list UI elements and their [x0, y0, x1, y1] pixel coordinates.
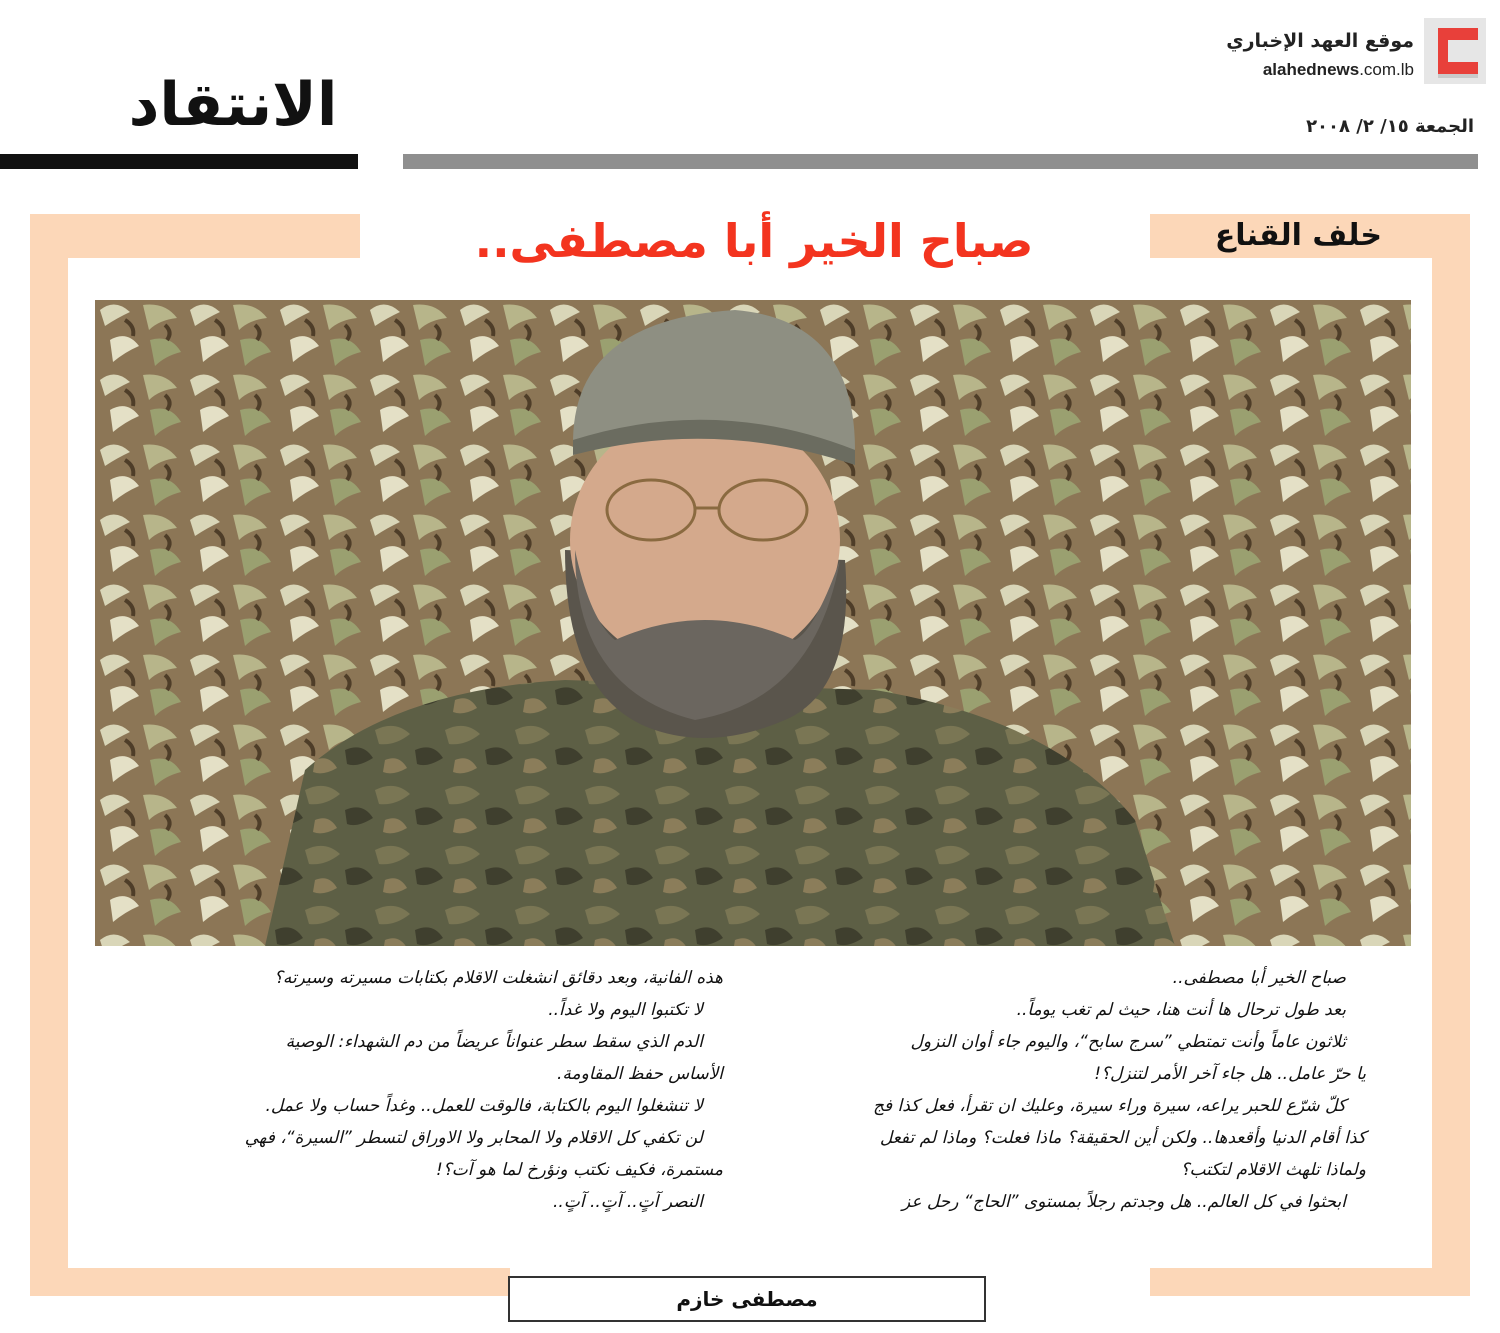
- paragraph: صباح الخير أبا مصطفى..: [1172, 968, 1346, 988]
- article-column-left: [100, 962, 723, 1218]
- paragraph: ولماذا تلهث الاقلام لتكتب؟: [1180, 1160, 1366, 1180]
- publication-date: الجمعة ١٥/ ٢/ ٢٠٠٨: [1306, 116, 1474, 137]
- paragraph: الأساس حفظ المقاومة.: [557, 1064, 723, 1084]
- article-headline: صباح الخير أبا مصطفى..: [392, 206, 1116, 276]
- article-photo: [95, 300, 1411, 946]
- paragraph: هذه الفانية، وبعد دقائق انشغلت الاقلام بكتابات مسيرته وسيرته؟: [273, 968, 723, 988]
- header-rule: [403, 154, 1478, 169]
- paragraph: بعد طول ترحال ها أنت هنا، حيث لم تغب يوماً..: [1016, 1000, 1346, 1020]
- paragraph: كلّ شرّع للحبر يراعه، سيرة وراء سيرة، وعليك ان تقرأ، فعل كذا فج: [872, 1096, 1346, 1116]
- masthead-logo: الانتقاد: [128, 70, 338, 140]
- paragraph: يا حرّ عامل.. هل جاء آخر الأمر لتنزل؟!: [1094, 1064, 1366, 1084]
- paragraph: الدم الذي سقط سطر عنواناً عريضاً من دم الشهداء: الوصية: [285, 1032, 703, 1052]
- site-url-domain: alahednews: [1262, 60, 1360, 79]
- site-name: موقع العهد الإخباري: [1226, 30, 1414, 52]
- site-url-tld: .com.lb: [1359, 60, 1414, 79]
- alahed-logo-icon: [1424, 18, 1486, 84]
- paragraph: مستمرة، فكيف نكتب ونؤرخ لما هو آت؟!: [435, 1160, 723, 1180]
- frame-bottom-right: [1150, 1268, 1470, 1296]
- frame-right-border: [1432, 214, 1470, 1296]
- paragraph: ابحثوا في كل العالم.. هل وجدتم رجلاً بمستوى ”الحاج“ رحل عز: [901, 1192, 1346, 1212]
- author-byline: مصطفى خازم: [508, 1276, 986, 1322]
- paragraph: لا تكتبوا اليوم ولا غداً..: [548, 1000, 703, 1020]
- masthead-rule: [0, 154, 358, 169]
- paragraph: لا تنشغلوا اليوم بالكتابة، فالوقت للعمل.. وغداً حساب ولا عمل.: [265, 1096, 703, 1116]
- paragraph: ثلاثون عاماً وأنت تمتطي ”سرج سابح“، واليوم جاء أوان النزول: [910, 1032, 1346, 1052]
- section-label: خلف القناع: [1214, 218, 1382, 253]
- paragraph: النصر آتٍ.. آتٍ.. آتٍ..: [553, 1192, 703, 1212]
- paragraph: لن تكفي كل الاقلام ولا المحابر ولا الاوراق لتسطر ”السيرة“، فهي: [244, 1128, 703, 1148]
- frame-bottom-left: [30, 1268, 510, 1296]
- article-column-right: [776, 962, 1366, 1218]
- frame-top-left: [30, 214, 360, 258]
- paragraph: كذا أقام الدنيا وأقعدها.. ولكن أين الحقيقة؟ ماذا فعلت؟ وماذا لم تفعل: [879, 1128, 1366, 1148]
- site-url[interactable]: [1263, 60, 1414, 80]
- frame-left-border: [30, 214, 68, 1296]
